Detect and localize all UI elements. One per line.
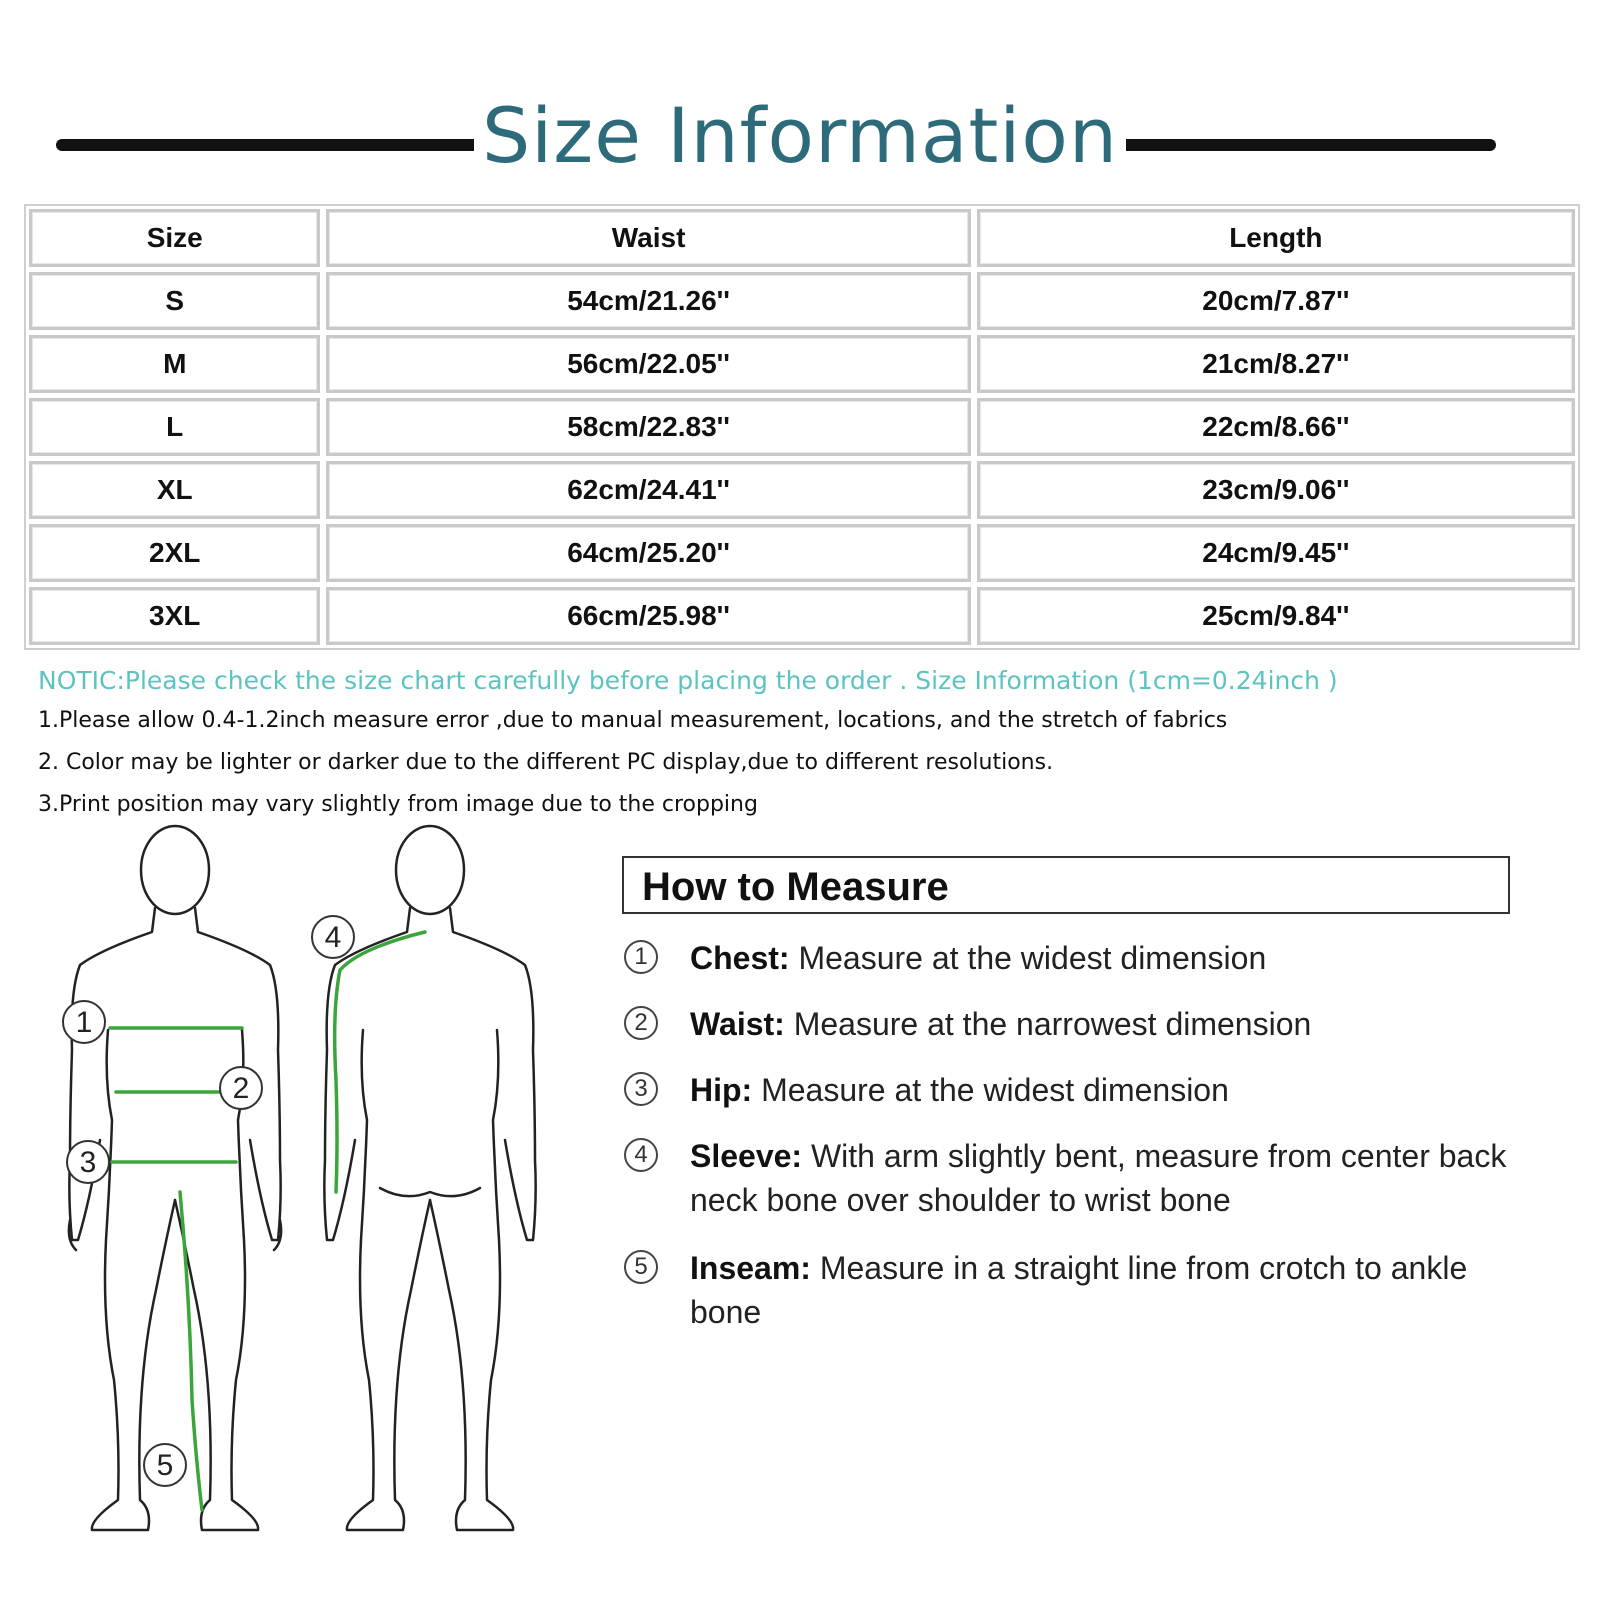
table-row bbox=[29, 461, 1575, 519]
header-size: Size bbox=[29, 209, 320, 267]
step-number: 3 bbox=[624, 1072, 658, 1106]
marker-1 bbox=[63, 1001, 105, 1043]
step-label: Sleeve: bbox=[690, 1138, 803, 1174]
cell-size: L bbox=[29, 398, 320, 456]
marker-4 bbox=[312, 916, 354, 958]
note-1: 1.Please allow 0.4-1.2inch measure error ,due to manual measurement, locations, and the stretch of fabrics bbox=[38, 708, 1228, 733]
svg-text:1: 1 bbox=[75, 1006, 93, 1039]
cell-waist: 58cm/22.83'' bbox=[326, 398, 970, 456]
notice-text: NOTIC:Please check the size chart carefully before placing the order . Size Information (1cm=0.24inch ) bbox=[38, 666, 1338, 695]
step-description: With arm slightly bent, measure from center back neck bone over shoulder to wrist bone bbox=[690, 1138, 1507, 1218]
cell-length: 20cm/7.87'' bbox=[977, 272, 1575, 330]
page-title bbox=[0, 86, 1600, 186]
header-waist: Waist bbox=[326, 209, 970, 267]
cell-length: 22cm/8.66'' bbox=[977, 398, 1575, 456]
table-row bbox=[29, 272, 1575, 330]
svg-text:4: 4 bbox=[324, 921, 342, 954]
cell-waist: 56cm/22.05'' bbox=[326, 335, 970, 393]
cell-size: 3XL bbox=[29, 587, 320, 645]
marker-2 bbox=[220, 1067, 262, 1109]
cell-length: 25cm/9.84'' bbox=[977, 587, 1575, 645]
cell-length: 23cm/9.06'' bbox=[977, 461, 1575, 519]
svg-text:2: 2 bbox=[232, 1072, 250, 1105]
size-table bbox=[24, 204, 1580, 650]
page-title-text: Size Information bbox=[474, 91, 1126, 180]
step-number: 1 bbox=[624, 940, 658, 974]
table-header-row bbox=[29, 209, 1575, 267]
cell-waist: 64cm/25.20'' bbox=[326, 524, 970, 582]
cell-size: M bbox=[29, 335, 320, 393]
how-to-measure-title: How to Measure bbox=[642, 865, 949, 909]
step-number: 5 bbox=[624, 1250, 658, 1284]
step-label: Chest: bbox=[690, 940, 790, 976]
step-number: 2 bbox=[624, 1006, 658, 1040]
table-row bbox=[29, 335, 1575, 393]
cell-length: 21cm/8.27'' bbox=[977, 335, 1575, 393]
note-3: 3.Print position may vary slightly from image due to the cropping bbox=[38, 792, 758, 817]
cell-waist: 54cm/21.26'' bbox=[326, 272, 970, 330]
svg-text:5: 5 bbox=[156, 1449, 174, 1482]
table-row bbox=[29, 398, 1575, 456]
sleeve-measure-line bbox=[335, 932, 425, 1192]
marker-5 bbox=[144, 1444, 186, 1486]
how-to-measure-header bbox=[622, 856, 1510, 914]
note-2: 2. Color may be lighter or darker due to the different PC display,due to different resolutions. bbox=[38, 750, 1054, 775]
table-row bbox=[29, 524, 1575, 582]
cell-waist: 66cm/25.98'' bbox=[326, 587, 970, 645]
table-row bbox=[29, 587, 1575, 645]
step-label: Inseam: bbox=[690, 1250, 811, 1286]
step-label: Hip: bbox=[690, 1072, 753, 1108]
step-description: Measure at the widest dimension bbox=[789, 940, 1267, 976]
cell-waist: 62cm/24.41'' bbox=[326, 461, 970, 519]
step-description: Measure in a straight line from crotch to ankle bone bbox=[690, 1250, 1468, 1330]
header-length: Length bbox=[977, 209, 1575, 267]
back-body-figure bbox=[324, 826, 535, 1530]
step-description: Measure at the widest dimension bbox=[752, 1072, 1229, 1108]
step-label: Waist: bbox=[690, 1006, 785, 1042]
cell-size: S bbox=[29, 272, 320, 330]
cell-length: 24cm/9.45'' bbox=[977, 524, 1575, 582]
cell-size: 2XL bbox=[29, 524, 320, 582]
body-figures-illustration bbox=[40, 820, 600, 1580]
step-description: Measure at the narrowest dimension bbox=[784, 1006, 1312, 1042]
marker-3 bbox=[67, 1141, 109, 1183]
cell-size: XL bbox=[29, 461, 320, 519]
step-number: 4 bbox=[624, 1138, 658, 1172]
svg-text:3: 3 bbox=[79, 1146, 97, 1179]
